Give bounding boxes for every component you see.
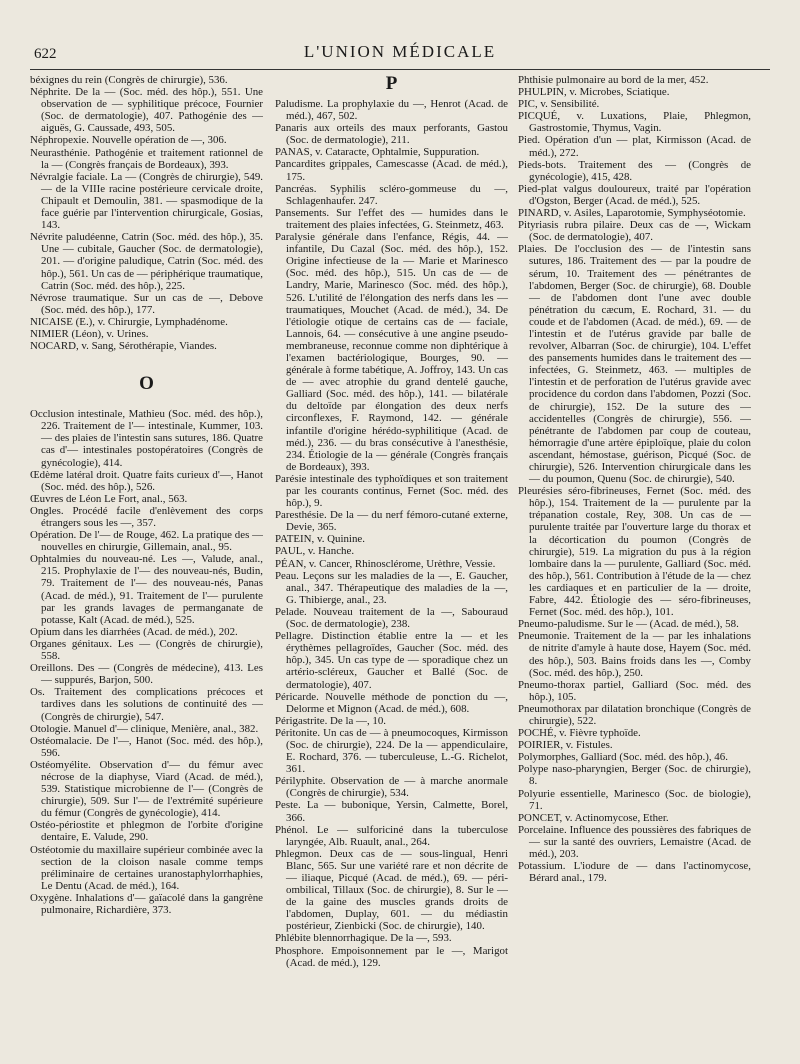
index-entry: PIC, v. Sensibilité. [518, 98, 600, 111]
index-entry: béxignes du rein (Congrès de chirurgie), 536. [30, 74, 228, 86]
index-entry: Potassium. L'iodure de — dans l'actinomycose, Bérard anal., 179. [518, 860, 751, 885]
index-entry: Pityriasis rubra pilaire. Deux cas de —, Wickam (Soc. de dermatologie), 407. [518, 219, 751, 244]
index-entry: Pancréas. Syphilis scléro-gommeuse du —, Schlagenhaufer. 247. [275, 182, 508, 207]
index-entry: Pneumothorax par dilatation bronchique (Congrès de chirurgie), 522. [518, 702, 751, 727]
index-entry: Pied-plat valgus douloureux, traité par l'opération d'Ogston, Berger (Acad. de méd.), 525. [518, 182, 751, 207]
index-entry: Ophtalmies du nouveau-né. Les —, Valude, anal., 215. Prophylaxie de l'— des nouveau-nés, Budin, 79. Traitement de l'— des nouveau-nés, Panas (Acad. de méd.), 91. Traitement de l'— purulente par les grands lavages de permanganate de potasse, Kalt (Acad. de méd.), 525. [30, 553, 263, 626]
index-entry: Occlusion intestinale, Mathieu (Soc. méd. des hôp.), 226. Traitement de l'— intestinale, Kummer, 103. — des plaies de l'intestin sans sutures, 186. Quatre cas d'— intestinales postopératoires (Congrès de gynécologie), 414. [30, 408, 263, 469]
index-entry: Polyurie essentielle, Marinesco (Soc. de biologie), 71. [518, 787, 751, 812]
index-entry: Phthisie pulmonaire au bord de la mer, 452. [518, 74, 709, 86]
index-entry: Pansements. Sur l'effet des — humides dans le traitement des plaies infectées, G. Steinmetz, 463. [275, 206, 508, 231]
index-entry: Pneumo-thorax partiel, Galliard (Soc. méd. des hôp.), 105. [518, 678, 751, 703]
index-entry: Phosphore. Empoisonnement par le —, Marigot (Acad. de méd.), 129. [275, 944, 508, 969]
index-entry: NIMIER (Léon), v. Urines. [30, 327, 149, 340]
index-entry: NOCARD, v. Sang, Sérothérapie, Viandes. [30, 340, 217, 353]
index-entry: PAUL, v. Hanche. [275, 545, 355, 558]
index-entry: Pneumo-paludisme. Sur le — (Acad. de méd.), 58. [518, 618, 739, 631]
index-entry: Ostéotomie du maxillaire supérieur combinée avec la section de la cloison nasale comme temps préliminaire de certaines uranostaphylorrhaphies, Le Dentu (Acad. de méd.), 164. [30, 843, 263, 892]
index-entry: PINARD, v. Asiles, Laparotomie, Symphyséotomie. [518, 207, 746, 220]
page-header [30, 40, 770, 64]
index-entry: Néphropexie. Nouvelle opération de —, 306. [30, 134, 227, 147]
index-entry: Pneumonie. Traitement de la — par les inhalations de nitrite d'amyle à haute dose, Hayem (Soc. méd. des hôp.), 503. Bains froids dans les —, Comby (Soc. méd. des hôp.), 250. [518, 630, 751, 679]
index-entry: Névralgie faciale. La — (Congrès de chirurgie), 549. — de la VIIIe racine postérieure cervicale droite, Chipault et Demoulin, 381. — spasmodique de la face guérie par l'intervention chirurgicale, Gosias, 143. [30, 170, 263, 232]
index-entry: Paralysie générale dans l'enfance, Régis, 44. — infantile, Du Cazal (Soc. méd. des hôp.), 152. Origine infectieuse de la — Marie et Marinesco (Soc. méd. des hôp.), 515. Un cas de — de Landry, Marie, Marinesco (Soc. méd. des hôp.), 526. L'utilité de l'élongation des nerfs dans les — traumatiques, Mouchet (Acad. de méd.), 34. De l'étiologie otique de certains cas de — faciale, Lannois, 64. — consécutive à une angine pseudo-membraneuse, reconnue comme non diphtérique à l'examen bactériologique, Bourges, 90. — générale à forme tabétique, A. Joffroy, 143. Un cas de — avec atrophie du grand dentelé gauche, Galliard (Soc. méd. des hôp.), 141. — bilatérale du deltoïde par élongation des deux nerfs circonflexes, F. Raymond, 142. — générale infantile d'origine hérédo-syphilitique (Acad. de méd.), 236. — du bras consécutive à l'anesthésie, 234. Étiologie de la — générale (Congrès français de Bordeaux), 393. [275, 231, 508, 473]
index-entry: Opération. De l'— de Rouge, 462. La pratique des — nouvelles en chirurgie, Gillemain, anal., 95. [30, 529, 263, 554]
index-entry: Pancardites grippales, Camescasse (Acad. de méd.), 175. [275, 158, 508, 183]
index-entry: Névrose traumatique. Sur un cas de —, Debove (Soc. méd. des hôp.), 177. [30, 291, 263, 316]
index-entry: Porcelaine. Influence des poussières des fabriques de — sur la santé des ouvriers, Lemaistre (Acad. de méd.), 203. [518, 823, 751, 860]
index-column-3 [518, 74, 751, 884]
index-entry: Parésie intestinale des typhoïdiques et son traitement par les courants continus, Fernet (Soc. méd. des hôp.), 9. [275, 472, 508, 510]
page-number: 622 [34, 46, 57, 62]
header-rule [30, 69, 770, 70]
index-entry: POIRIER, v. Fistules. [518, 739, 613, 752]
index-entry: Organes génitaux. Les — (Congrès de chirurgie), 558. [30, 637, 263, 663]
index-entry: Pelade. Nouveau traitement de la —, Sabouraud (Soc. de dermatologie), 238. [275, 605, 508, 631]
index-entry: Ongles. Procédé facile d'enlèvement des corps étrangers sous les —, 357. [30, 504, 263, 529]
index-entry: Paresthésie. De la — du nerf fémoro-cutané externe, Devie, 365. [275, 509, 508, 534]
index-entry: Polymorphes, Galliard (Soc. méd. des hôp.), 46. [518, 751, 728, 764]
index-entry: PONCET, v. Actinomycose, Ether. [518, 811, 669, 824]
section-letter-p: P [385, 74, 398, 94]
index-column-1 [30, 74, 263, 916]
index-entry: Plaies. De l'occlusion des — de l'intestin sans sutures, 186. Traitement des — par la poudre de sérum, 10. Traitement des — pénétrantes de l'abdomen, Berger (Soc. de chirurgie), 68. Double — de l'abdomen dont l'une avec double pénétration du cæcum, E. Rochard, 31. — du coude et de l'abdomen (Acad. de méd.), 69. — de l'intestin et de l'utérus gravide par balle de revolver, Albarran (Soc. de chirurgie), 104. L'effet des pansements humides dans le traitement des — infectées, G. Steinmetz, 463. — multiples de l'intestin et de perforation de l'utérus gravide avec procidence du cordon dans l'abdomen, Pozzi (Soc. de chirurgie), 152. De la suture des — accidentelles (Congrès de chirurgie), 556. — pénétrante de l'abdomen par coup de couteau, hémorragie d'une artère épiploïque, plaie du colon ascendant, hémostase, guérison, Picqué (Soc. de chirurgie), 526. Intervention chirurgicale dans les — du poumon, Quenu (Soc. de chirurgie), 540. [518, 243, 751, 486]
index-entry: PHULPIN, v. Microbes, Sciatique. [518, 86, 670, 99]
index-entry: Périgastrite. De la —, 10. [275, 714, 386, 727]
index-entry: Ostéomalacie. De l'—, Hanot (Soc. méd. des hôp.), 596. [30, 734, 263, 759]
index-entry: Ostéo-périostite et phlegmon de l'orbite d'origine dentaire, E. Valude, 290. [30, 819, 263, 844]
index-entry: Péritonite. Un cas de — à pneumocoques, Kirmisson (Soc. de chirurgie), 224. De la — appendiculaire, E. Rochard, 376. — tuberculeuse, L.-G. Richelot, 361. [275, 726, 508, 776]
index-entry: Os. Traitement des complications précoces et tardives dans les solutions de continuité des — (Congrès de chirurgie), 547. [30, 686, 263, 723]
index-entry: Phlébite blennorrhagique. De la —, 593. [275, 932, 452, 945]
index-entry: Pied. Opération d'un — plat, Kirmisson (Acad. de méd.), 272. [518, 134, 751, 159]
index-entry: Paludisme. La prophylaxie du —, Henrot (Acad. de méd.), 467, 502. [275, 98, 508, 123]
index-entry: Néphrite. De la — (Soc. méd. des hôp.), 551. Une observation de — syphilitique précoce, Fournier (Soc. de dermatologie), 407. Pathogénie des — aiguës, G. Caussade, 493, 505. [30, 86, 263, 135]
index-entry: Phlegmon. Deux cas de — sous-lingual, Henri Blanc, 565. Sur une variété rare et non décrite de — iliaque, Picqué (Acad. de méd.), 69. — péri-ombilical, Tillaux (Soc. de chirurgie), 8. Sur le — de la gaine des muscles grands droits de l'abdomen, Duplay, 601. — du médiastin postérieur, Zienbicki (Soc. de chirurgie), 140. [275, 847, 508, 933]
index-entry: PATEIN, v. Quinine. [275, 533, 365, 546]
index-entry: Œdème latéral droit. Quatre faits curieux d'—, Hanot (Soc. méd. des hôp.), 526. [30, 468, 263, 493]
index-entry: POCHÉ, v. Fièvre typhoïde. [518, 727, 641, 740]
index-entry: Panaris aux orteils des maux perforants, Gastou (Soc. de dermatologie), 211. [275, 122, 508, 147]
index-entry: Oreillons. Des — (Congrès de médecine), 413. Les — suppurés, Barjon, 500. [30, 662, 263, 687]
index-entry: Polype naso-pharyngien, Berger (Soc. de chirurgie), 8. [518, 763, 751, 788]
index-entry: Périlyphite. Observation de — à marche anormale (Congrès de chirurgie), 534. [275, 775, 508, 800]
index-entry: Peau. Leçons sur les maladies de la —, E. Gaucher, anal., 347. Thérapeutique des maladies de la —, G. Thibierge, anal., 23. [275, 569, 508, 606]
index-entry: PÉAN, v. Cancer, Rhinosclérome, Urèthre, Vessie. [275, 557, 496, 570]
index-entry: Peste. La — bubonique, Yersin, Calmette, Borel, 366. [275, 799, 508, 824]
index-entry: Oxygène. Inhalations d'— gaïacolé dans la gangrène pulmonaire, Richardière, 373. [30, 891, 263, 916]
index-entry: Ostéomyélite. Observation d'— du fémur avec nécrose de la diaphyse, Viard (Acad. de méd.), 539. Statistique microbienne de l'— (Congrès de chirurgie), 509. Sur l'— de l'extrémité supérieure du fémur (Congrès de gynécologie), 414. [30, 758, 263, 820]
index-entry: PANAS, v. Cataracte, Ophtalmie, Suppuration. [275, 146, 480, 159]
index-entry: Péricarde. Nouvelle méthode de ponction du —, Delorme et Mignon (Acad. de méd.), 608. [275, 690, 508, 715]
index-entry: Neurasthénie. Pathogénie et traitement rationnel de la — (Congrès français de Bordeaux), 393. [30, 146, 263, 171]
section-letter-o: O [139, 373, 154, 395]
index-entry: Pleurésies séro-fibrineuses, Fernet (Soc. méd. des hôp.), 154. Traitement de la — purulente par la trépanation costale, Rey, 308. Un cas de — purulente traitée par l'ouverture large du thorax et la décortication du poumon (Congrès de chirurgie), 519. La migration du pus à la région lombaire dans la — purulente, Galliard (Soc. méd. des hôp.), 561. Contribution à l'étude de la — chez les cardiaques et en particulier de la — droite, Fabre, 442. Étiologie des — séro-fibrineuses, Fernet (Soc. méd. des hôp.), 101. [518, 485, 751, 619]
index-column-2 [275, 74, 508, 969]
index-entry: NICAISE (E.), v. Chirurgie, Lymphadénome. [30, 315, 228, 328]
index-entry: Opium dans les diarrhées (Acad. de méd.), 202. [30, 625, 238, 638]
index-entry: Phénol. Le — sulforiciné dans la tuberculose laryngée, Alb. Ruault, anal., 264. [275, 823, 508, 848]
index-entry: Otologie. Manuel d'— clinique, Menière, anal., 382. [30, 722, 259, 735]
index-entry: Pellagre. Distinction établie entre la — et les érythèmes pellagroïdes, Gaucher (Soc. méd. des hôp.), 345. Un cas type de — sporadique chez un artério-scléreux, Gaucher et Ballé (Soc. de dermatologie), 407. [275, 630, 508, 691]
index-entry: PICQUÉ, v. Luxations, Plaie, Phlegmon, Gastrostomie, Thymus, Vagin. [518, 110, 751, 135]
index-entry: Pieds-bots. Traitement des — (Congrès de gynécologie), 415, 428. [518, 158, 751, 183]
running-title: L'UNION MÉDICALE [303, 42, 497, 61]
index-entry: Œuvres de Léon Le Fort, anal., 563. [30, 492, 188, 505]
index-entry: Névrite paludéenne, Catrin (Soc. méd. des hôp.), 35. Une — cubitale, Gaucher (Soc. de dermatologie), 201. — d'origine paludique, Catrin (Soc. méd. des hôp.), 561. Un cas de — périphérique traumatique, Catrin (Soc. méd. des hôp.), 225. [30, 231, 263, 292]
